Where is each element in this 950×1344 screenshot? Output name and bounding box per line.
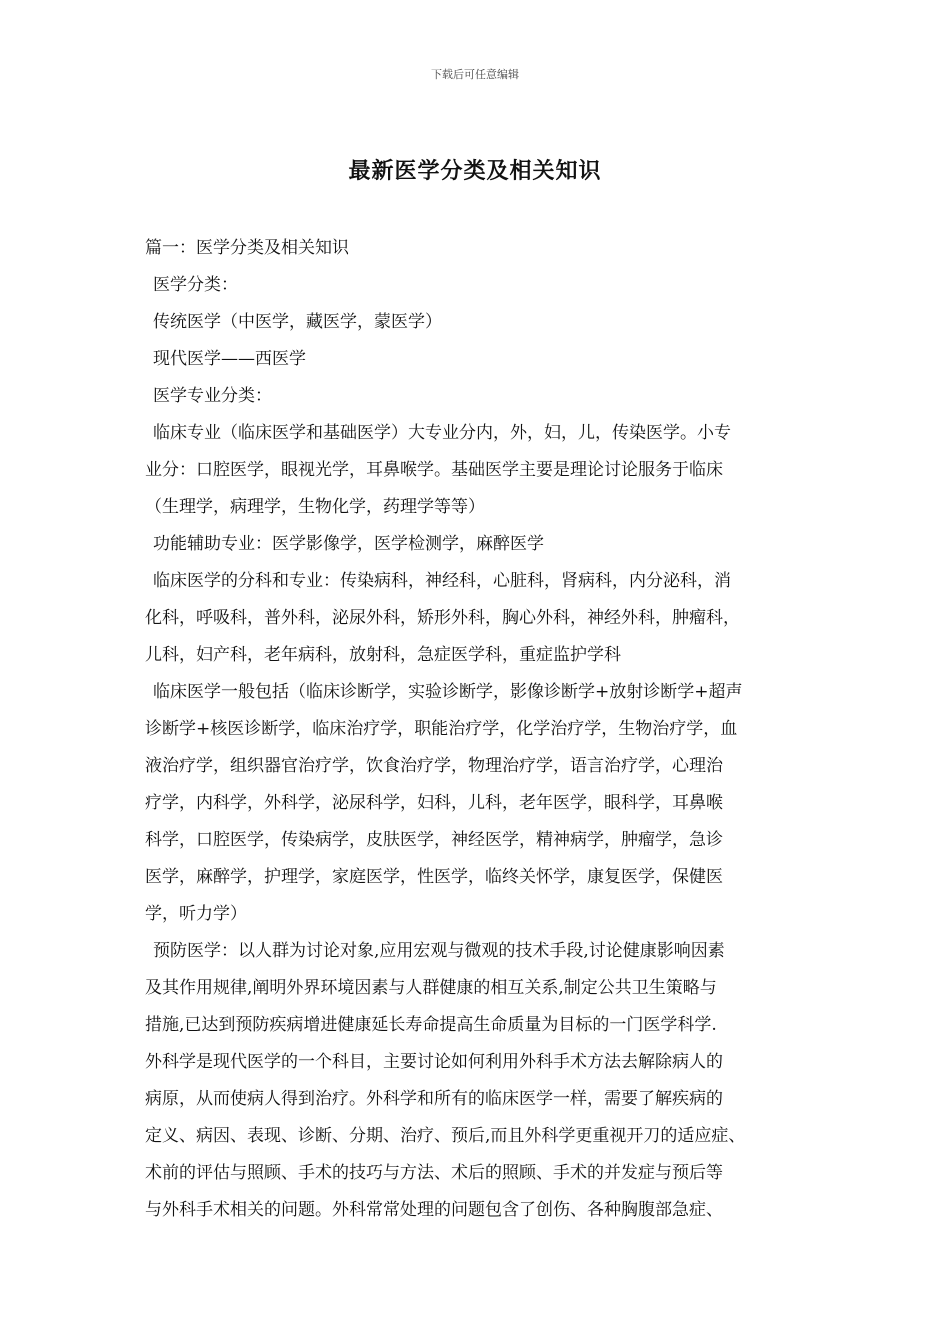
document-title: 最新医学分类及相关知识 <box>348 158 602 184</box>
body-line: 液治疗学，组织器官治疗学，饮食治疗学，物理治疗学，语言治疗学，心理治 <box>145 756 723 776</box>
body-line: 传统医学（中医学，藏医学，蒙医学） <box>153 312 442 332</box>
page-header-note: 下载后可任意编辑 <box>431 68 519 81</box>
body-line: 医学专业分类： <box>153 386 272 406</box>
body-line: 功能辅助专业：医学影像学，医学检测学，麻醉医学 <box>153 534 544 554</box>
body-line: 疗学，内科学，外科学，泌尿科学，妇科，儿科，老年医学，眼科学，耳鼻喉 <box>145 793 723 813</box>
body-line: 措施,已达到预防疾病增进健康延长寿命提高生命质量为目标的一门医学科学. <box>145 1015 717 1035</box>
body-line: 临床医学一般包括（临床诊断学，实验诊断学，影像诊断学+放射诊断学+超声 <box>153 682 743 702</box>
body-line: 篇一：医学分类及相关知识 <box>145 238 349 258</box>
body-line: 现代医学——西医学 <box>153 349 306 369</box>
document-body <box>145 230 835 1229</box>
body-line: 及其作用规律,阐明外界环境因素与人群健康的相互关系,制定公共卫生策略与 <box>145 978 717 998</box>
body-line: 病原，从而使病人得到治疗。外科学和所有的临床医学一样，需要了解疾病的 <box>145 1089 723 1109</box>
body-line: 临床医学的分科和专业：传染病科，神经科，心脏科，肾病科，内分泌科，消 <box>153 571 731 591</box>
body-line: （生理学，病理学，生物化学，药理学等等） <box>145 497 485 517</box>
body-line: 临床专业（临床医学和基础医学）大专业分内，外，妇，儿，传染医学。小专 <box>153 423 731 443</box>
body-line: 与外科手术相关的问题。外科常常处理的问题包含了创伤、各种胸腹部急症、 <box>145 1200 723 1220</box>
body-line: 医学，麻醉学，护理学，家庭医学，性医学，临终关怀学，康复医学，保健医 <box>145 867 723 887</box>
body-line: 科学，口腔医学，传染病学，皮肤医学，神经医学，精神病学，肿瘤学，急诊 <box>145 830 723 850</box>
body-line: 预防医学：以人群为讨论对象,应用宏观与微观的技术手段,讨论健康影响因素 <box>153 941 725 961</box>
body-line: 儿科，妇产科，老年病科，放射科，急症医学科，重症监护学科 <box>145 645 621 665</box>
body-line: 化科，呼吸科，普外科，泌尿外科，矫形外科，胸心外科，神经外科，肿瘤科， <box>145 608 740 628</box>
body-line: 学，听力学） <box>145 904 247 924</box>
body-line: 术前的评估与照顾、手术的技巧与方法、术后的照顾、手术的并发症与预后等 <box>145 1163 723 1183</box>
body-line: 外科学是现代医学的一个科目，主要讨论如何利用外科手术方法去解除病人的 <box>145 1052 723 1072</box>
body-line: 医学分类： <box>153 275 238 295</box>
body-line: 诊断学+核医诊断学，临床治疗学，职能治疗学，化学治疗学，生物治疗学，血 <box>145 719 738 739</box>
body-line: 定义、病因、表现、诊断、分期、治疗、预后,而且外科学更重视开刀的适应症、 <box>145 1126 746 1146</box>
body-line: 业分：口腔医学，眼视光学，耳鼻喉学。基础医学主要是理论讨论服务于临床 <box>145 460 723 480</box>
